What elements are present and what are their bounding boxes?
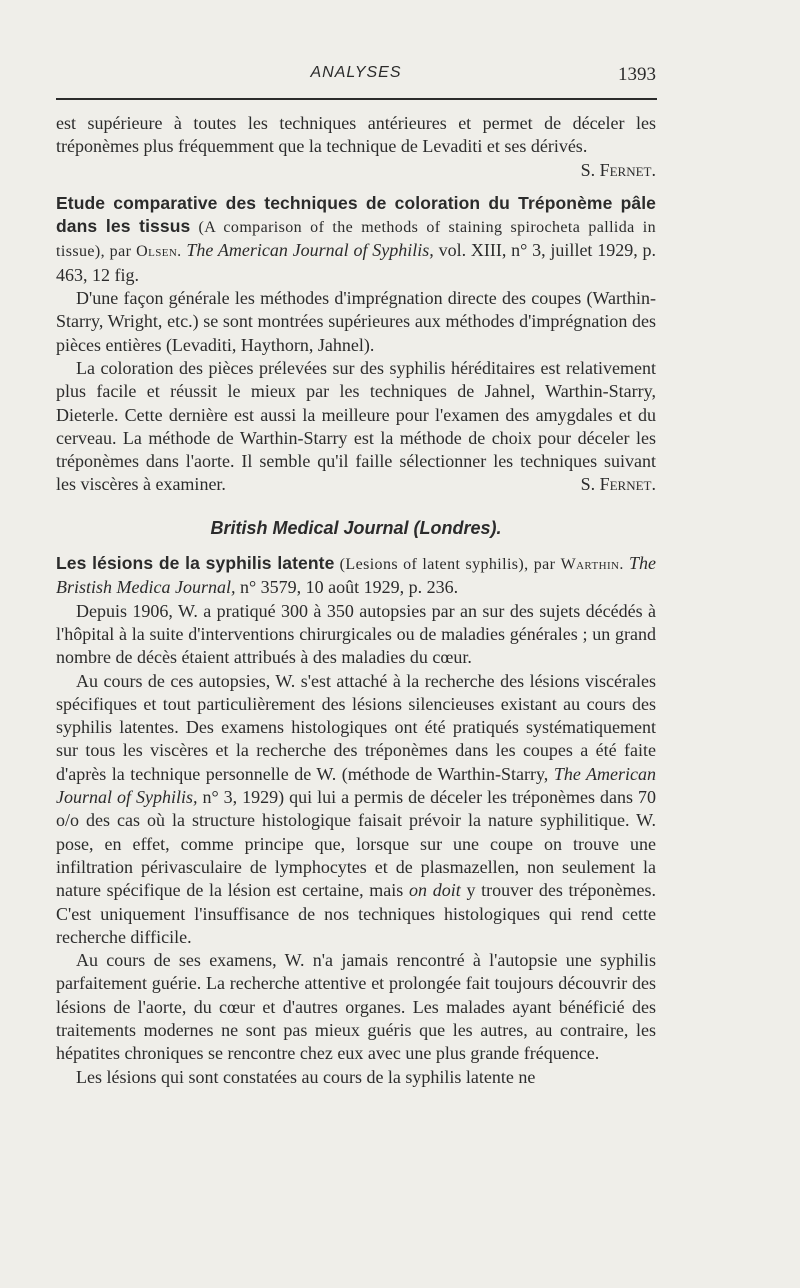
prev-article-text: est supérieure à toutes les techniques antérieures et permet de déceler les tréponèmes plus fréquemment que la technique de Levaditi et ses dérivés.: [56, 113, 656, 157]
article-warthin-author: Warthin.: [560, 556, 624, 574]
article-olsen-citation: vol. XIII, n° 3, juillet 1929, p. 463, 12 fig.: [56, 240, 657, 285]
article-warthin-journal: The Bristish Medica Journal,: [56, 553, 656, 598]
article-warthin-paragraph-3: Au cours de ses examens, W. n'a jamais rencontré à l'autopsie une syphilis parfaitement guérie. La recherche attentive et prolongée fait toujours découvrir des lésions de l'aorte, du cœur et d'autres organes. Les malades ayant bénéficié des traitements modernes ne sont pas mieux guéris que les autres, au contraire, les hépatites chroniques se rencontre chez eux avec une plus grande fréquence.: [56, 950, 656, 1064]
article-warthin-title: Les lésions de la syphilis latente: [56, 553, 335, 574]
article-olsen: [56, 192, 656, 497]
prev-article-end: [56, 112, 656, 182]
article-warthin-citation: n° 3579, 10 août 1929, p. 236.: [239, 577, 459, 598]
article-warthin-paragraph-4: Les lésions qui sont constatées au cours de la syphilis latente ne: [76, 1066, 536, 1087]
page-header: [56, 64, 656, 88]
p2-part-a: Au cours de ces autopsies, W. s'est attaché à la recherche des lésions viscérales spécifiques et tout particulièrement des lésions silencieuses existant au cours des syphilis latentes. Des examens histologiques ont été pratiqués systématiquement sur tous les viscères et la recherche des tréponèmes dans les coupes a été faite d'après la technique personnelle de W. (méthode de Warthin-Starry,: [56, 670, 656, 784]
article-olsen-paragraph-text: La coloration des pièces prélevées sur des syphilis héréditaires est relativement plus facile et réussit le mieux par les techniques de Jahnel, Warthin-Starry, Dieterle. Cette dernière est aussi la meilleure pour l'examen des amygdales et du cerveau. La méthode de Warthin-Starry est la méthode de choix pour déceler les tréponèmes dans l'aorte. Il semble qu'il faille sélectionner les techniques suivant les viscères à examiner.: [56, 357, 656, 495]
header-rule: [56, 98, 657, 100]
page-number: 1393: [618, 64, 656, 85]
article-warthin-paragraph-1: Depuis 1906, W. a pratiqué 300 à 350 autopsies par an sur des sujets décédés à l'hôpital à la suite d'interventions chirurgicales ou de maladies générales ; un grand nombre de décès étaient attribués à des maladies du cœur.: [56, 600, 656, 668]
prev-article-signature: S. Fernet.: [580, 159, 656, 180]
article-warthin: [56, 552, 656, 1089]
article-olsen-author: Olsen.: [136, 243, 182, 261]
article-warthin-subtitle: (Lesions of latent syphilis), par: [339, 556, 556, 574]
running-title: ANALYSES: [310, 64, 402, 81]
p2-part-c: n° 3, 1929) qui lui a permis de déceler les tréponèmes dans 70 o/o des cas où la structure histologique faisait prévoir la nature syphilitique. W. pose, en effet, comme principe que, lorsque sur une coupe on trouve une infiltration périvasculaire de lymphocytes et de plasmazellen, non seulement la nature spécifique de la lésion est certaine, mais: [56, 787, 656, 901]
article-warthin-heading: [56, 552, 656, 600]
section-heading: British Medical Journal (Londres).: [210, 517, 502, 538]
page-body: [56, 112, 656, 1089]
article-olsen-subtitle: (A comparison of the methods of staining spirocheta pallida in tissue), par: [56, 219, 656, 261]
article-warthin-paragraph-2: [56, 670, 656, 950]
p2-journal: The American Journal of Syphilis,: [56, 763, 657, 808]
article-olsen-heading: [56, 192, 656, 287]
article-olsen-paragraph: D'une façon générale les méthodes d'imprégnation directe des coupes (Warthin-Starry, Wright, etc.) se sont montrées supérieures aux méthodes d'imprégnation des pièces entières (Levaditi, Haythorn, Jahnel).: [56, 288, 656, 355]
article-olsen-title: Etude comparative des techniques de coloration du Tréponème pâle dans les tissus: [56, 192, 656, 237]
p2-part-e: y trouver des tréponèmes. C'est uniquement l'insuffisance de nos techniques histologiques qui rend cette recherche difficile.: [56, 880, 657, 947]
article-olsen-signature: S. Fernet.: [580, 474, 656, 495]
article-olsen-journal: The American Journal of Syphilis,: [186, 240, 434, 261]
article-olsen-paragraph: [56, 357, 656, 497]
p2-emphasis: on doit: [409, 880, 461, 901]
